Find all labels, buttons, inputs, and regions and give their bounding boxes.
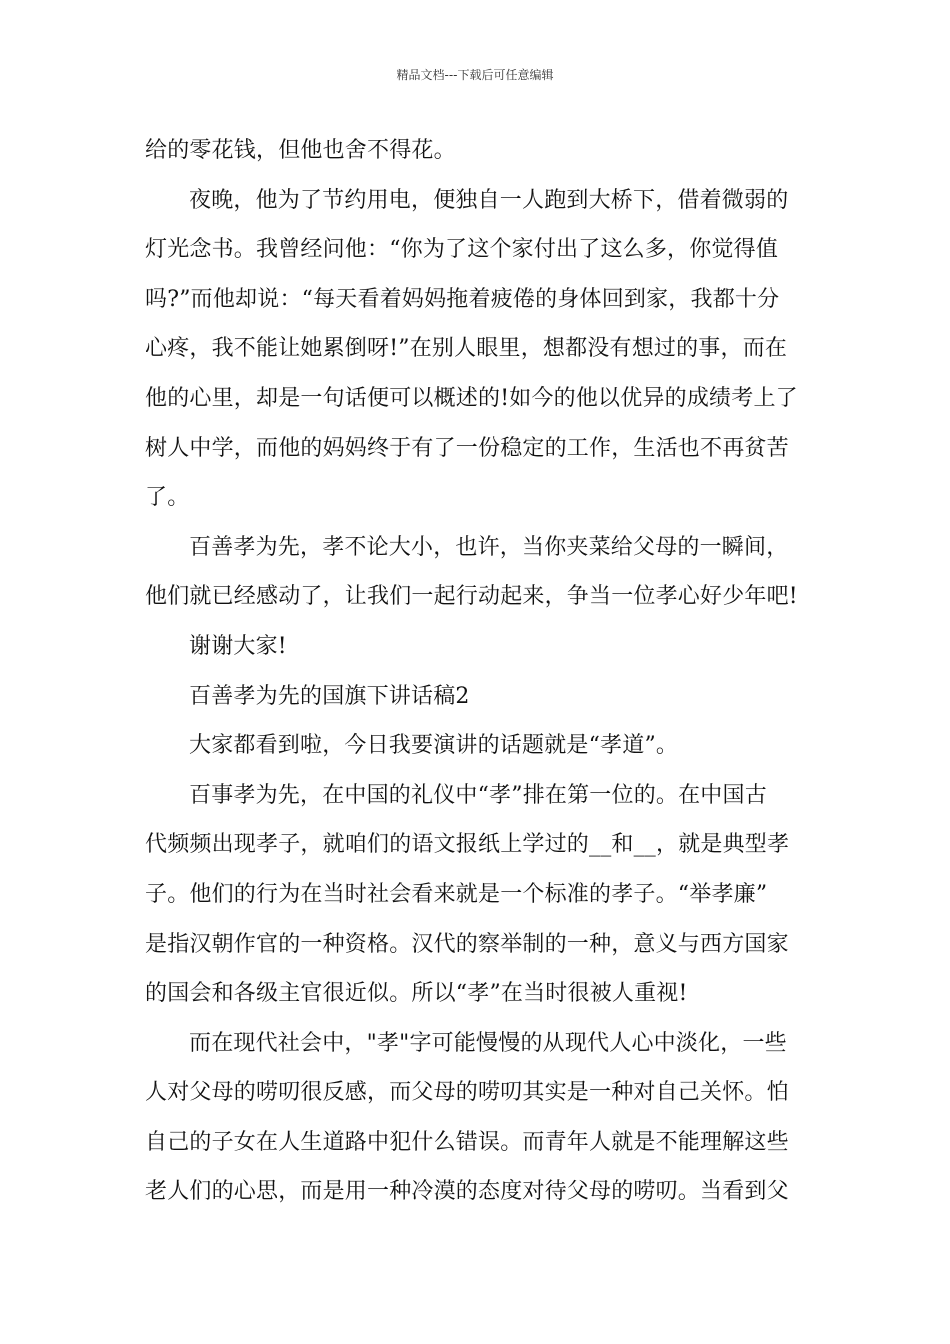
page-header: 精品文档---下载后可任意编辑 bbox=[396, 68, 554, 82]
document-body bbox=[145, 126, 810, 1217]
text-line: 了。 bbox=[145, 485, 190, 511]
text-line: 心疼，我不能让她累倒呀!”在别人眼里，想都没有想过的事，而在 bbox=[145, 336, 788, 362]
text-line: 人对父母的唠叨很反感，而父母的唠叨其实是一种对自己关怀。怕 bbox=[145, 1080, 789, 1106]
text-line: 树人中学，而他的妈妈终于有了一份稳定的工作，生活也不再贫苦 bbox=[145, 435, 789, 461]
text-line: 百事孝为先，在中国的礼仪中“孝”排在第一位的。在中国古 bbox=[189, 782, 767, 808]
text-line: 他们就已经感动了，让我们一起行动起来，争当一位孝心好少年吧! bbox=[145, 584, 798, 610]
text-line: 自己的子女在人生道路中犯什么错误。而青年人就是不能理解这些 bbox=[145, 1129, 789, 1155]
text-line: 他的心里，却是一句话便可以概述的!如今的他以优异的成绩考上了 bbox=[145, 385, 798, 411]
text-line: 百善孝为先的国旗下讲话稿2 bbox=[189, 683, 470, 709]
text-line: 的国会和各级主官很近似。所以“孝”在当时很被人重视! bbox=[145, 981, 688, 1007]
text-line: 子。他们的行为在当时社会看来就是一个标准的孝子。“举孝廉” bbox=[145, 881, 768, 907]
text-line: 灯光念书。我曾经问他：“你为了这个家付出了这么多，你觉得值 bbox=[145, 237, 779, 263]
text-line: 大家都看到啦，今日我要演讲的话题就是“孝道”。 bbox=[189, 733, 679, 759]
text-line: 老人们的心思，而是用一种冷漠的态度对待父母的唠叨。当看到父 bbox=[145, 1179, 789, 1205]
text-line: 谢谢大家! bbox=[189, 633, 287, 659]
text-line: 而在现代社会中，"孝"字可能慢慢的从现代人心中淡化，一些 bbox=[189, 1030, 787, 1056]
text-line: 吗?”而他却说：“每天看着妈妈拖着疲倦的身体回到家，我都十分 bbox=[145, 286, 780, 312]
text-line: 给的零花钱，但他也舍不得花。 bbox=[145, 138, 456, 163]
text-line: 百善孝为先，孝不论大小，也许，当你夹菜给父母的一瞬间， bbox=[189, 534, 789, 560]
text-line: 是指汉朝作官的一种资格。汉代的察举制的一种，意义与西方国家 bbox=[145, 931, 789, 957]
text-line: 夜晚，他为了节约用电，便独自一人跑到大桥下，借着微弱的 bbox=[189, 187, 789, 213]
text-line: 代频频出现孝子，就咱们的语文报纸上学过的__和__，就是典型孝 bbox=[145, 832, 790, 858]
